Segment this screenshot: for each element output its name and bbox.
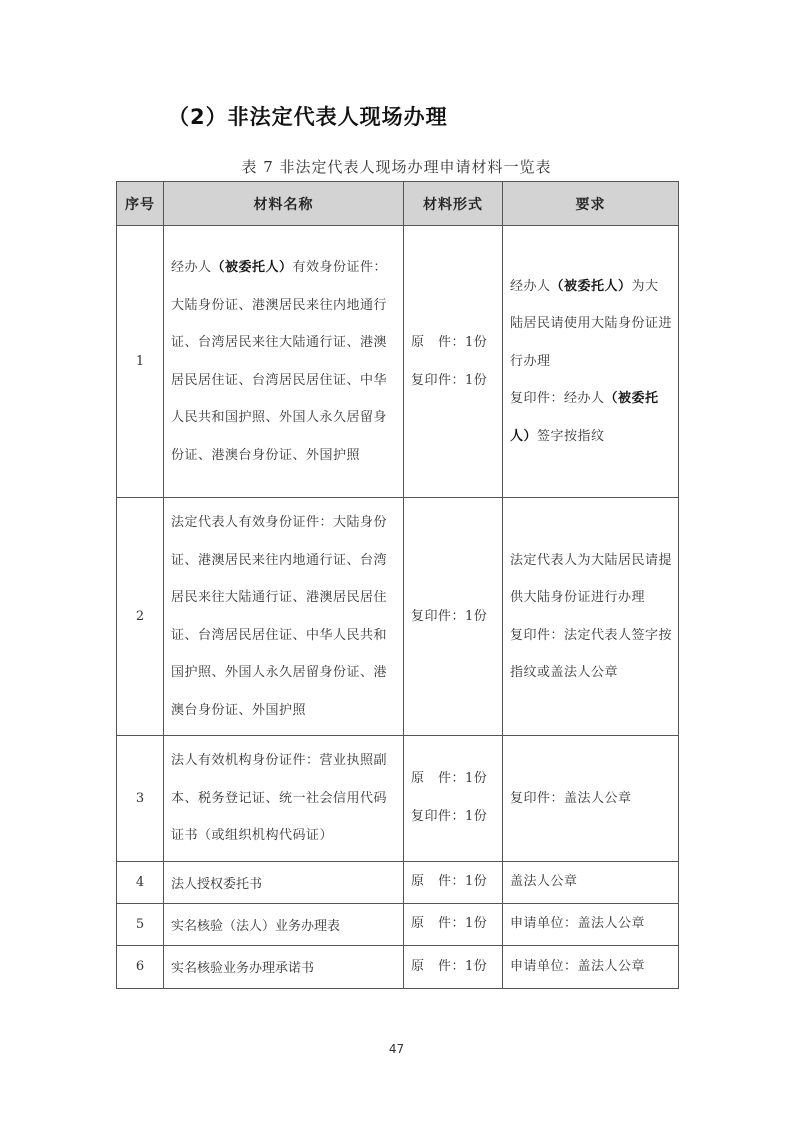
requirement — [503, 498, 679, 736]
table-caption: 表 7 非法定代表人现场办理申请材料一览表 — [241, 158, 552, 176]
row-number: 1 — [117, 226, 164, 498]
form-line: 原 件：1份 — [411, 771, 488, 787]
table-row — [117, 861, 679, 903]
requirement-line: 复印件：盖法人公章 — [510, 790, 632, 806]
table-row — [117, 226, 679, 498]
requirement — [503, 903, 679, 945]
req-bold-text: （被委托人） — [510, 391, 659, 444]
header-material-form: 材料形式 — [404, 182, 503, 226]
material-form — [404, 226, 503, 498]
requirement-line: 申请单位：盖法人公章 — [510, 916, 646, 931]
material-form — [404, 736, 503, 862]
requirement-line: 申请单位：盖法人公章 — [510, 958, 646, 974]
requirement-line: 盖法人公章 — [510, 874, 578, 889]
requirement-line — [510, 268, 672, 381]
material-form — [404, 861, 503, 903]
row-number: 5 — [117, 903, 164, 945]
material-form — [404, 945, 503, 988]
req-text: 签字按指纹 — [537, 428, 605, 444]
req-text: 经办人 — [510, 278, 551, 294]
table-row — [117, 945, 679, 988]
requirement-line — [510, 380, 672, 455]
section-title: （2）非法定代表人现场办理 — [168, 105, 448, 129]
material-form — [404, 498, 503, 736]
row-number: 2 — [117, 498, 164, 736]
header-no: 序号 — [117, 182, 164, 226]
requirement — [503, 736, 679, 862]
header-requirement: 要求 — [503, 182, 679, 226]
requirement — [503, 861, 679, 903]
page-number: 47 — [388, 1042, 405, 1056]
material-form — [404, 903, 503, 945]
materials-table — [116, 181, 679, 989]
requirement — [503, 945, 679, 988]
requirement-line: 复印件：法定代表人签字按指纹或盖法人公章 — [510, 627, 673, 680]
requirement-line: 法定代表人为大陆居民请提供大陆身份证进行办理 — [510, 552, 673, 605]
material-name: 实名核验（法人）业务办理表 — [164, 903, 404, 945]
header-material-name: 材料名称 — [164, 182, 404, 226]
material-name — [164, 226, 404, 498]
form-line: 复印件：1份 — [411, 809, 488, 825]
form-line: 原 件：1份 — [411, 334, 488, 350]
form-line: 原 件：1份 — [411, 874, 488, 889]
material-name: 法定代表人有效身份证件：大陆身份证、港澳居民来往内地通行证、台湾居民来往大陆通行证、港澳居民居住证、台湾居民居住证、中华人民共和国护照、外国人永久居留身份证、港澳台身份证、外国护照 — [164, 498, 404, 736]
table-row — [117, 736, 679, 862]
form-line: 原 件：1份 — [411, 916, 488, 931]
req-bold-text: （被委托人） — [550, 278, 632, 294]
table-header-row — [117, 182, 679, 226]
form-line: 复印件：1份 — [411, 372, 488, 388]
form-line: 原 件：1份 — [411, 958, 488, 974]
row-number: 3 — [117, 736, 164, 862]
row-number: 6 — [117, 945, 164, 988]
material-name: 法人有效机构身份证件：营业执照副本、税务登记证、统一社会信用代码证书（或组织机构代码证） — [164, 736, 404, 862]
row-number: 4 — [117, 861, 164, 903]
table-row — [117, 903, 679, 945]
table-row — [117, 498, 679, 736]
name-text: 经办人 — [171, 260, 212, 275]
material-name: 实名核验业务办理承诺书 — [164, 945, 404, 988]
name-text: 有效身份证件：大陆身份证、港澳居民来往内地通行证、台湾居民来往大陆通行证、港澳居民居住证、台湾居民居住证、中华人民共和国护照、外国人永久居留身份证、港澳台身份证、外国护照 — [171, 260, 388, 463]
req-text: 复印件：经办人 — [510, 391, 605, 407]
form-line: 复印件：1份 — [411, 608, 488, 624]
name-bold-text: （被委托人） — [211, 260, 293, 275]
requirement — [503, 226, 679, 498]
material-name: 法人授权委托书 — [164, 861, 404, 903]
req-text: 为大陆居民请使用大陆身份证进行办理 — [510, 278, 673, 369]
